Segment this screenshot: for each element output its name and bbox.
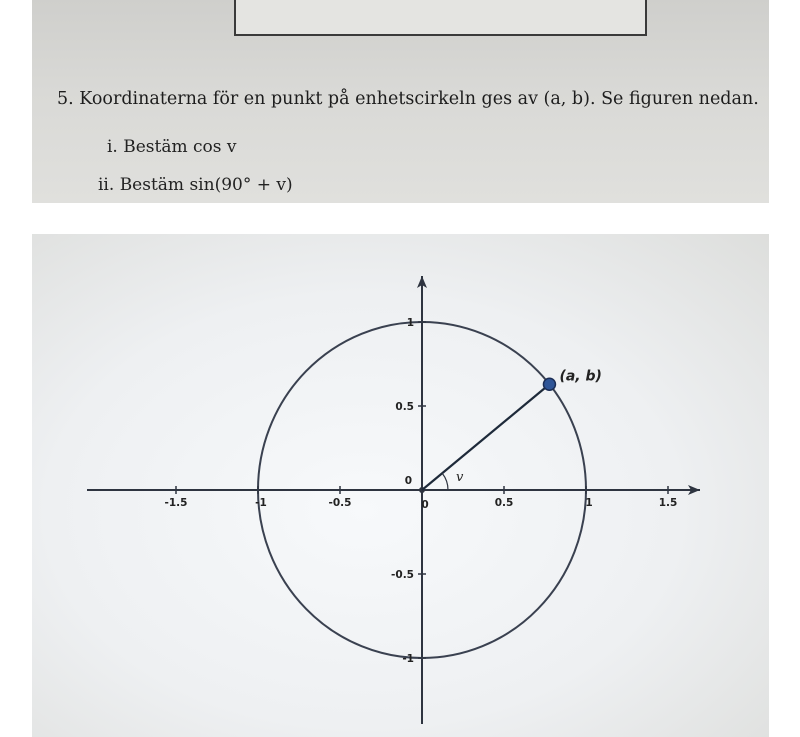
item-marker: ii. bbox=[98, 175, 115, 195]
item-marker: i. bbox=[107, 137, 118, 157]
point-a-b bbox=[543, 378, 555, 390]
x-tick-label: -0.5 bbox=[328, 497, 352, 509]
question-5 bbox=[57, 89, 759, 109]
y-tick-label: -0.5 bbox=[391, 569, 414, 581]
angle-arc bbox=[442, 473, 448, 490]
unit-circle-figure bbox=[32, 234, 769, 737]
radius-line bbox=[422, 384, 549, 490]
x-tick-label: 0.5 bbox=[494, 497, 514, 509]
item-text: Bestäm cos v bbox=[123, 137, 237, 157]
y-tick-label: 0.5 bbox=[395, 401, 414, 413]
question-number: 5. bbox=[57, 89, 74, 109]
x-tick-label: 1.5 bbox=[658, 497, 678, 509]
question-photo bbox=[32, 0, 769, 203]
previous-answer-box bbox=[234, 0, 647, 36]
x-tick-label: 1 bbox=[585, 497, 593, 509]
y-tick-label: 1 bbox=[406, 317, 414, 329]
y-tick-label: -1 bbox=[402, 653, 414, 665]
x-tick-label: -1.5 bbox=[164, 497, 188, 509]
x-tick-label: -1 bbox=[255, 497, 267, 509]
x-tick-label: 0 bbox=[421, 499, 429, 511]
item-text: Bestäm sin(90° + v) bbox=[119, 175, 293, 195]
question-item-i bbox=[107, 137, 237, 157]
point-label: (a, b) bbox=[559, 368, 602, 385]
angle-label-v: v bbox=[456, 470, 464, 485]
question-text: Koordinaterna för en punkt på enhetscirkeln ges av (a, b). Se figuren nedan. bbox=[79, 89, 759, 109]
origin-label: 0 bbox=[404, 475, 412, 487]
unit-circle-svg bbox=[32, 234, 769, 737]
question-item-ii bbox=[98, 175, 293, 195]
